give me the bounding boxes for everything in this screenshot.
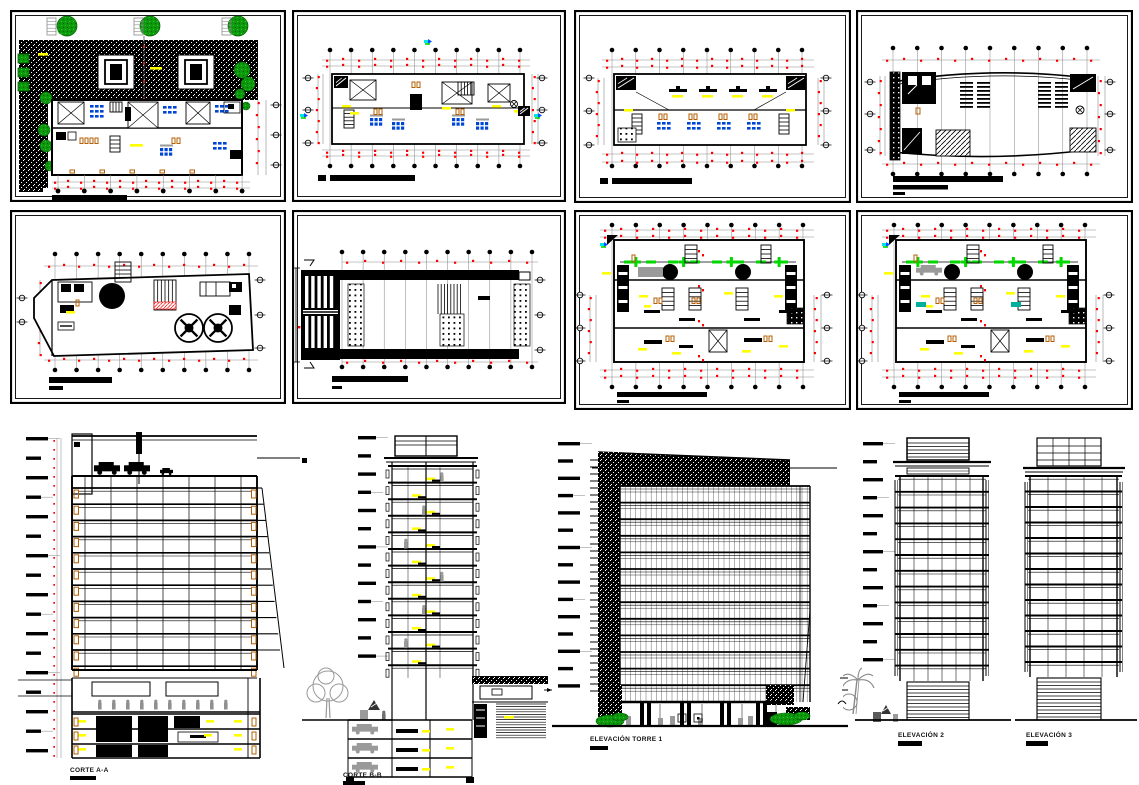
plan-sheet-2 (292, 10, 566, 202)
drawing-label-elev-torre-1: ELEVACIÓN TORRE 1 (590, 736, 663, 743)
plan-structure-drawing (856, 10, 1133, 203)
elevation-side-b-elev-3 (1015, 430, 1139, 752)
drawing-label-corte-bb: CORTE B-B (343, 772, 382, 779)
drawing-label-corte-aa: CORTE A-A (70, 767, 109, 774)
section-tower-corte-bb (300, 428, 552, 785)
plan-sheet-6 (292, 210, 566, 404)
elevation-main-elev-torre-1 (552, 430, 850, 760)
scale-bar (343, 781, 365, 785)
plan-roof-mech-drawing (10, 210, 286, 404)
plan-lower-b-drawing (856, 210, 1133, 410)
plan-sheet-8 (856, 210, 1133, 410)
plan-office-drawing (574, 10, 851, 203)
plan-sheet-7 (574, 210, 851, 410)
elev-torre-1-drawing (552, 430, 850, 760)
scale-bar (898, 741, 922, 746)
plan-sheet-4 (856, 10, 1133, 203)
corte-aa-drawing (8, 428, 308, 784)
scale-bar (1026, 741, 1048, 746)
drawing-label-elev-3: ELEVACIÓN 3 (1026, 732, 1073, 739)
section-wide-corte-aa (8, 428, 308, 784)
plan-typical-drawing (292, 10, 566, 202)
corte-bb-drawing (300, 428, 552, 785)
plan-sheet-1 (10, 10, 286, 202)
plan-lower-a-drawing (574, 210, 851, 410)
elev-2-drawing (843, 430, 1013, 752)
scale-bar (590, 746, 608, 750)
elev-3-drawing (1015, 430, 1139, 752)
elevation-side-elev-2 (843, 430, 1013, 752)
drawing-label-elev-2: ELEVACIÓN 2 (898, 732, 945, 739)
plan-sheet-5 (10, 210, 286, 404)
scale-bar (70, 776, 96, 780)
site-plan-drawing (10, 10, 286, 202)
plan-roof-slab-drawing (292, 210, 566, 404)
plan-sheet-3 (574, 10, 851, 203)
